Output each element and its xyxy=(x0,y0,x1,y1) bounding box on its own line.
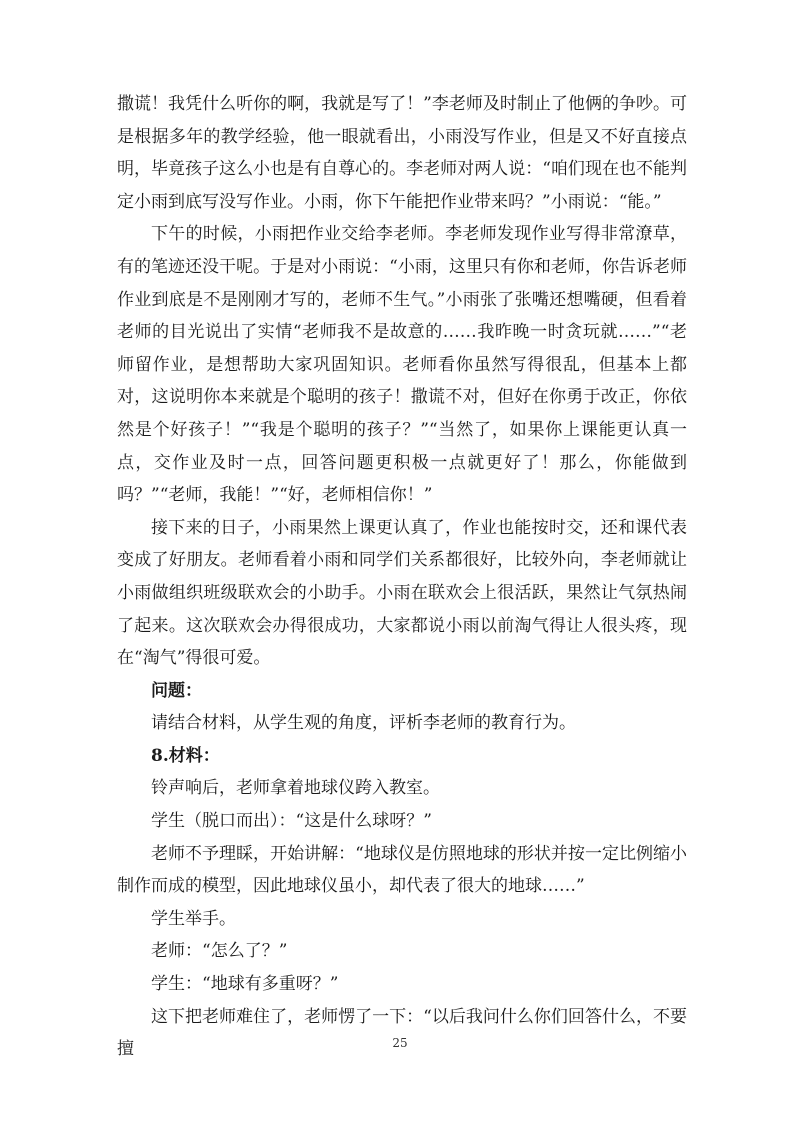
question-text: 请结合材料，从学生观的角度，评析李老师的教育行为。 xyxy=(151,713,576,734)
material-line-2: 学生（脱口而出）：“这是什么球呀？” xyxy=(151,811,432,832)
document-body xyxy=(117,88,687,1066)
question-heading: 问题： xyxy=(151,680,202,701)
material-line-1: 铃声响后，老师拿着地球仪跨入教室。 xyxy=(151,778,440,799)
material-line-6: 学生：“地球有多重呀？” xyxy=(151,974,339,995)
material-line-7: 这下把老师难住了，老师愣了一下：“以后我问什么你们回答什么，不要擅 xyxy=(117,1006,687,1060)
paragraph-2: 下午的时候，小雨把作业交给李老师。李老师发现作业写得非常潦草，有的笔迹还没干呢。于是对小雨说：“小雨，这里只有你和老师，你告诉老师作业到底是不是刚刚才写的，老师不生气。”小雨张了张嘴还想嘴硬，但看着老师的目光说出了实情“老师我不是故意的……我昨晚一时贪玩就……”“老师留作业，是想帮助大家巩固知识。老师看你虽然写得很乱，但基本上都对，这说明你本来就是个聪明的孩子！撒谎不对，但好在你勇于改正，你依然是个好孩子！”“我是个聪明的孩子？”“当然了，如果你上课能更认真一点，交作业及时一点，回答问题更积极一点就更好了！那么，你能做到吗？”“老师，我能！”“好，老师相信你！” xyxy=(117,224,687,506)
paragraph-3: 接下来的日子，小雨果然上课更认真了，作业也能按时交，还和课代表变成了好朋友。老师看着小雨和同学们关系都很好，比较外向，李老师就让小雨做组织班级联欢会的小助手。小雨在联欢会上很活跃，果然让气氛热闹了起来。这次联欢会办得很成功，大家都说小雨以前淘气得让人很头疼，现在“淘气”得很可爱。 xyxy=(117,517,687,669)
page-number: 25 xyxy=(392,1036,408,1050)
paragraph-1: 撒谎！我凭什么听你的啊，我就是写了！”李老师及时制止了他俩的争吵。可是根据多年的教学经验，他一眼就看出，小雨没写作业，但是又不好直接点明，毕竟孩子这么小也是有自尊心的。李老师对两人说：“咱们现在也不能判定小雨到底写没写作业。小雨，你下午能把作业带来吗？”小雨说：“能。” xyxy=(117,94,687,212)
material-line-3: 老师不予理睬，开始讲解：“地球仪是仿照地球的形状并按一定比例缩小制作而成的模型，因此地球仪虽小，却代表了很大的地球……” xyxy=(117,843,687,897)
material-8-heading: 8.材料： xyxy=(151,745,220,766)
material-line-5: 老师：“怎么了？” xyxy=(151,941,288,962)
material-line-4: 学生举手。 xyxy=(151,908,236,929)
